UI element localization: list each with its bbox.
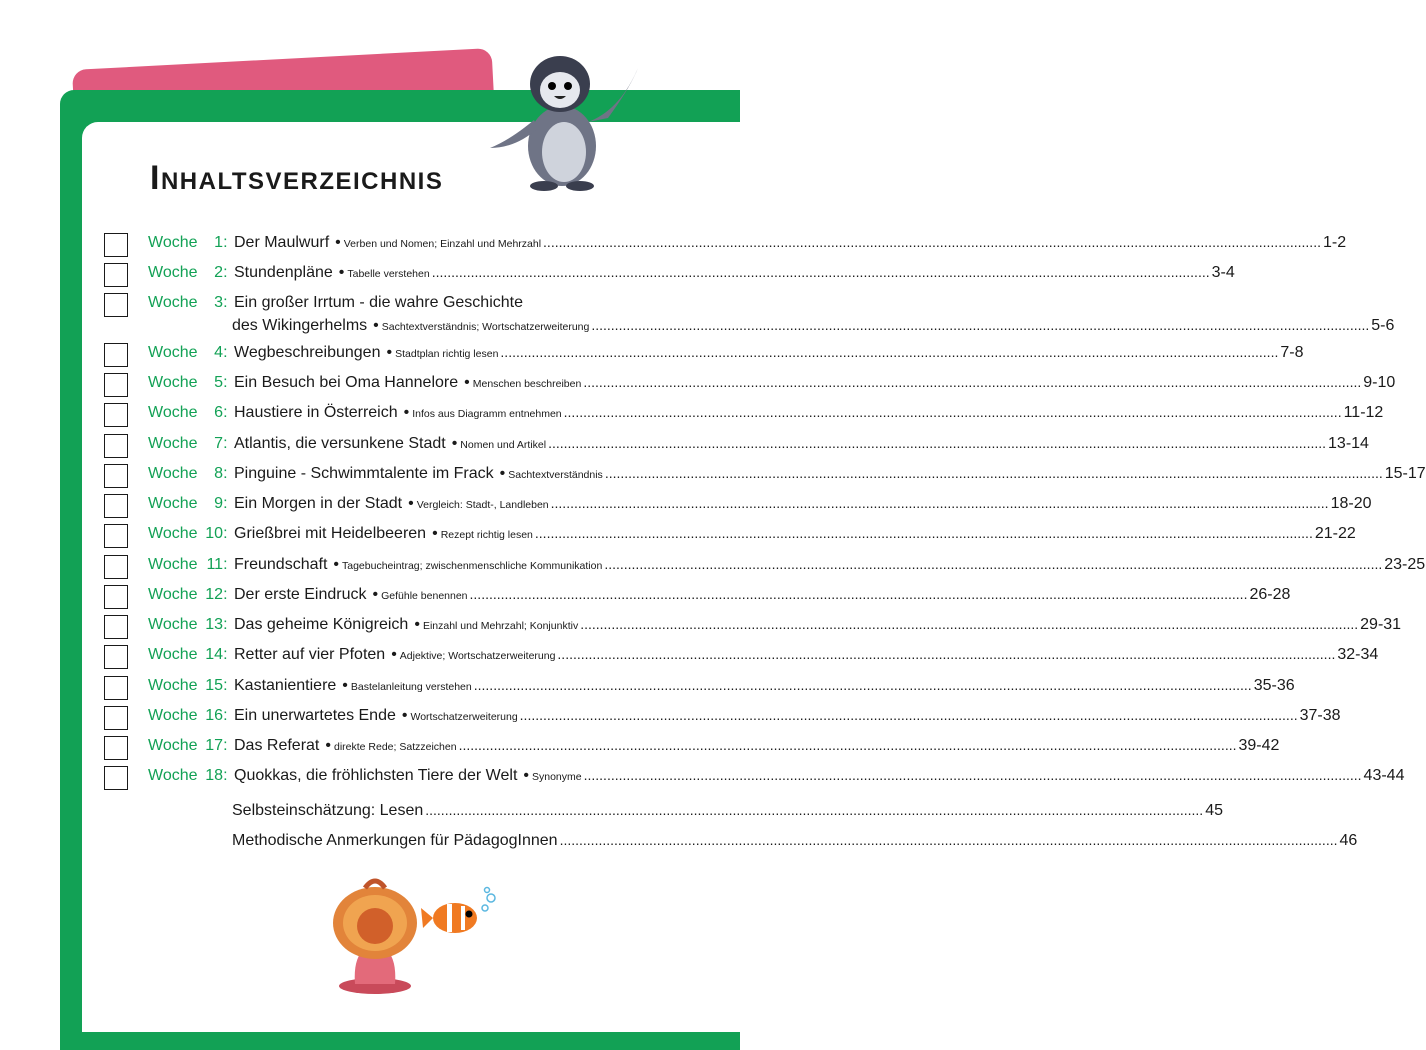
checkbox[interactable]	[104, 494, 128, 518]
page-number: 5-6	[1371, 317, 1395, 334]
leader-dots: ........................................................................................................................................................................................................	[431, 264, 1210, 280]
entry-title: Grießbrei mit Heidelbeeren	[234, 525, 427, 542]
woche-number: 17:	[205, 737, 228, 754]
entry-subtitle: Bastelanleitung verstehen	[350, 681, 472, 693]
bullet-icon: •	[342, 677, 348, 694]
leader-dots: ........................................................................................................................................................................................................	[519, 707, 1298, 723]
woche-label	[148, 646, 228, 664]
woche-number: 10:	[205, 525, 228, 542]
leader-dots: ........................................................................................................................................................................................................	[583, 767, 1362, 783]
leader-dots: ........................................................................................................................................................................................................	[534, 525, 1313, 541]
woche-label	[148, 616, 228, 634]
woche-number: 1:	[214, 234, 228, 251]
entry-title: Das Referat	[234, 737, 320, 754]
woche-number: 3:	[214, 294, 228, 311]
checkbox[interactable]	[104, 373, 128, 397]
entry-title: Stundenpläne	[234, 264, 333, 281]
woche-word: Woche	[148, 495, 198, 512]
woche-label	[148, 525, 228, 543]
table-row	[234, 404, 1384, 422]
entry-title: Ein großer Irrtum - die wahre Geschichte	[234, 294, 523, 311]
page-number: 29-31	[1360, 616, 1402, 633]
table-row	[234, 646, 1379, 664]
woche-word: Woche	[148, 646, 198, 663]
leader-dots: ........................................................................................................................................................................................................	[604, 556, 1383, 572]
bullet-icon: •	[372, 586, 379, 603]
woche-word: Woche	[148, 707, 198, 724]
page-number: 43-44	[1363, 767, 1405, 784]
checkbox[interactable]	[104, 615, 128, 639]
extra-entry	[232, 832, 1358, 850]
entry-subtitle: Tabelle verstehen	[347, 268, 430, 280]
entry-subtitle: Wortschatzerweiterung	[410, 711, 518, 723]
page-number: 39-42	[1238, 737, 1280, 754]
woche-number: 12:	[205, 586, 228, 603]
sea-anemone-and-clownfish-icon	[325, 868, 505, 998]
woche-number: 8:	[214, 465, 228, 482]
entry-title: Der erste Eindruck	[234, 586, 367, 603]
page-number: 21-22	[1314, 525, 1356, 542]
leader-dots: ........................................................................................................................................................................................................	[469, 586, 1248, 602]
woche-label	[148, 677, 228, 695]
page-number: 23-25	[1384, 556, 1426, 573]
checkbox[interactable]	[104, 706, 128, 730]
woche-label	[148, 586, 228, 604]
table-row	[234, 767, 1405, 785]
woche-word: Woche	[148, 737, 198, 754]
woche-word: Woche	[148, 677, 198, 694]
bullet-icon: •	[333, 556, 339, 573]
table-row	[234, 556, 1426, 574]
page-number: 18-20	[1330, 495, 1372, 512]
table-row	[234, 707, 1341, 725]
woche-label	[148, 465, 228, 483]
bullet-icon: •	[401, 707, 408, 724]
page-number: 15-17	[1384, 465, 1426, 482]
bullet-icon: •	[414, 616, 420, 633]
woche-word: Woche	[148, 435, 198, 452]
extra-entry	[232, 802, 1223, 820]
page-number: 7-8	[1280, 344, 1304, 361]
leader-dots: ........................................................................................................................................................................................................	[559, 832, 1338, 848]
leader-dots: ........................................................................................................................................................................................................	[550, 495, 1329, 511]
table-row	[234, 344, 1304, 362]
entry-subtitle: Adjektive; Wortschatzerweiterung	[399, 650, 556, 662]
woche-number: 7:	[214, 435, 228, 452]
entry-title: Methodische Anmerkungen für PädagogInnen	[232, 832, 558, 849]
woche-number: 2:	[214, 264, 228, 281]
woche-number: 6:	[214, 404, 228, 421]
entry-subtitle: Sachtextverständnis	[508, 469, 603, 481]
table-row	[234, 465, 1426, 483]
entry-title: Ein Morgen in der Stadt	[234, 495, 403, 512]
woche-label	[148, 264, 228, 282]
entry-subtitle: Infos aus Diagramm entnehmen	[412, 408, 562, 420]
leader-dots: ........................................................................................................................................................................................................	[543, 234, 1321, 250]
page-number: 46	[1339, 832, 1358, 849]
entry-title-line1	[234, 294, 679, 312]
woche-label	[148, 435, 228, 453]
checkbox[interactable]	[104, 736, 128, 760]
checkbox[interactable]	[104, 585, 128, 609]
bullet-icon: •	[523, 767, 529, 784]
checkbox[interactable]	[104, 263, 128, 287]
woche-word: Woche	[148, 525, 198, 542]
entry-subtitle: Stadtplan richtig lesen	[395, 348, 499, 360]
checkbox[interactable]	[104, 464, 128, 488]
entry-subtitle: Nomen und Artikel	[460, 439, 547, 451]
entry-title: Atlantis, die versunkene Stadt	[234, 435, 446, 452]
table-row	[234, 525, 1356, 543]
page-number: 37-38	[1299, 707, 1341, 724]
checkbox[interactable]	[104, 434, 128, 458]
page-number: 35-36	[1253, 677, 1295, 694]
woche-word: Woche	[148, 586, 198, 603]
entry-title: Ein unerwartetes Ende	[234, 707, 396, 724]
entry-title: Der Maulwurf	[234, 234, 330, 251]
table-row	[234, 616, 1402, 634]
woche-label	[148, 404, 228, 422]
table-row	[234, 737, 1280, 755]
page-number: 26-28	[1249, 586, 1291, 603]
page-number: 3-4	[1211, 264, 1235, 281]
entry-subtitle: Vergleich: Stadt-, Landleben	[416, 499, 549, 511]
bullet-icon: •	[464, 374, 470, 391]
bullet-icon: •	[403, 404, 410, 421]
woche-number: 5:	[214, 374, 228, 391]
woche-label	[148, 234, 228, 252]
leader-dots: ........................................................................................................................................................................................................	[580, 616, 1359, 632]
woche-label	[148, 374, 228, 392]
checkbox[interactable]	[104, 524, 128, 548]
checkbox[interactable]	[104, 233, 128, 257]
checkbox[interactable]	[104, 343, 128, 367]
woche-label	[148, 767, 228, 785]
table-row	[234, 264, 1235, 282]
table-row	[234, 374, 1396, 392]
entry-title: Freundschaft	[234, 556, 328, 573]
entry-subtitle: Menschen beschreiben	[472, 378, 582, 390]
entry-subtitle: Gefühle benennen	[381, 590, 468, 602]
checkbox[interactable]	[104, 403, 128, 427]
woche-word: Woche	[148, 344, 198, 361]
woche-word: Woche	[148, 294, 198, 311]
bullet-icon: •	[335, 234, 341, 251]
page-number: 9-10	[1363, 374, 1396, 391]
page-number: 11-12	[1343, 404, 1384, 421]
woche-number: 4:	[214, 344, 228, 361]
entry-subtitle: Sachtextverständnis; Wortschatzerweiterung	[381, 321, 590, 333]
leader-dots: ........................................................................................................................................................................................................	[604, 465, 1383, 481]
woche-number: 15:	[205, 677, 228, 694]
entry-title: Haustiere in Österreich	[234, 404, 398, 421]
entry-subtitle: direkte Rede; Satzzeichen	[333, 741, 457, 753]
page-number: 13-14	[1328, 435, 1369, 452]
table-row	[234, 495, 1372, 513]
woche-label	[148, 344, 228, 362]
entry-subtitle: Rezept richtig lesen	[440, 529, 533, 541]
woche-number: 13:	[205, 616, 228, 633]
woche-number: 14:	[205, 646, 228, 663]
table-row	[234, 677, 1295, 695]
page-number: 32-34	[1337, 646, 1379, 663]
entry-title: Kastanientiere	[234, 677, 337, 694]
bullet-icon: •	[373, 317, 379, 334]
woche-word: Woche	[148, 264, 198, 281]
entry-subtitle: Einzahl und Mehrzahl; Konjunktiv	[422, 620, 579, 632]
entry-subtitle: Tagebucheintrag; zwischenmenschliche Kommunikation	[342, 560, 603, 572]
table-row	[234, 435, 1369, 453]
entry-title: Das geheime Königreich	[234, 616, 409, 633]
woche-word: Woche	[148, 556, 198, 573]
woche-word: Woche	[148, 374, 198, 391]
entry-title: Retter auf vier Pfoten	[234, 646, 386, 663]
bullet-icon: •	[338, 264, 345, 281]
woche-word: Woche	[148, 234, 198, 251]
page-number: 45	[1205, 802, 1223, 819]
bullet-icon: •	[499, 465, 506, 482]
bullet-icon: •	[451, 435, 458, 452]
leader-dots: ........................................................................................................................................................................................................	[583, 374, 1362, 390]
leader-dots: ........................................................................................................................................................................................................	[548, 435, 1327, 451]
woche-label	[148, 294, 228, 312]
woche-number: 11:	[206, 556, 228, 573]
checkbox[interactable]	[104, 555, 128, 579]
woche-word: Woche	[148, 767, 198, 784]
table-row	[234, 586, 1291, 604]
woche-label	[148, 707, 228, 725]
bullet-icon: •	[432, 525, 438, 542]
checkbox[interactable]	[104, 676, 128, 700]
checkbox[interactable]	[104, 293, 128, 317]
leader-dots: ........................................................................................................................................................................................................	[458, 737, 1237, 753]
woche-label	[148, 495, 228, 513]
leader-dots: ........................................................................................................................................................................................................	[500, 344, 1279, 360]
page-title: Inhaltsverzeichnis	[150, 159, 444, 197]
woche-word: Woche	[148, 616, 198, 633]
entry-title: Quokkas, die fröhlichsten Tiere der Welt	[234, 767, 518, 784]
woche-label	[148, 556, 228, 574]
leader-dots: ........................................................................................................................................................................................................	[557, 646, 1336, 662]
bullet-icon: •	[408, 495, 414, 512]
entry-title: Ein Besuch bei Oma Hannelore	[234, 374, 459, 391]
entry-title: Selbsteinschätzung: Lesen	[232, 802, 424, 819]
penguin-icon	[480, 48, 650, 193]
woche-number: 9:	[214, 495, 228, 512]
table-row	[234, 234, 1347, 252]
checkbox[interactable]	[104, 766, 128, 790]
entry-subtitle: Verben und Nomen; Einzahl und Mehrzahl	[343, 238, 542, 250]
leader-dots: ........................................................................................................................................................................................................	[425, 802, 1204, 818]
woche-word: Woche	[148, 404, 198, 421]
bullet-icon: •	[325, 737, 331, 754]
woche-word: Woche	[148, 465, 198, 482]
entry-title: Wegbeschreibungen	[234, 344, 381, 361]
table-row	[232, 317, 1395, 335]
bullet-icon: •	[391, 646, 397, 663]
entry-title: des Wikingerhelms	[232, 317, 368, 334]
leader-dots: ........................................................................................................................................................................................................	[473, 677, 1252, 693]
entry-title: Pinguine - Schwimmtalente im Frack	[234, 465, 494, 482]
checkbox[interactable]	[104, 645, 128, 669]
page-number: 1-2	[1322, 234, 1347, 251]
entry-subtitle: Synonyme	[532, 771, 582, 783]
woche-number: 18:	[205, 767, 228, 784]
leader-dots: ........................................................................................................................................................................................................	[563, 404, 1342, 420]
woche-number: 16:	[205, 707, 228, 724]
leader-dots: ........................................................................................................................................................................................................	[591, 317, 1370, 333]
bullet-icon: •	[386, 344, 393, 361]
woche-label	[148, 737, 228, 755]
